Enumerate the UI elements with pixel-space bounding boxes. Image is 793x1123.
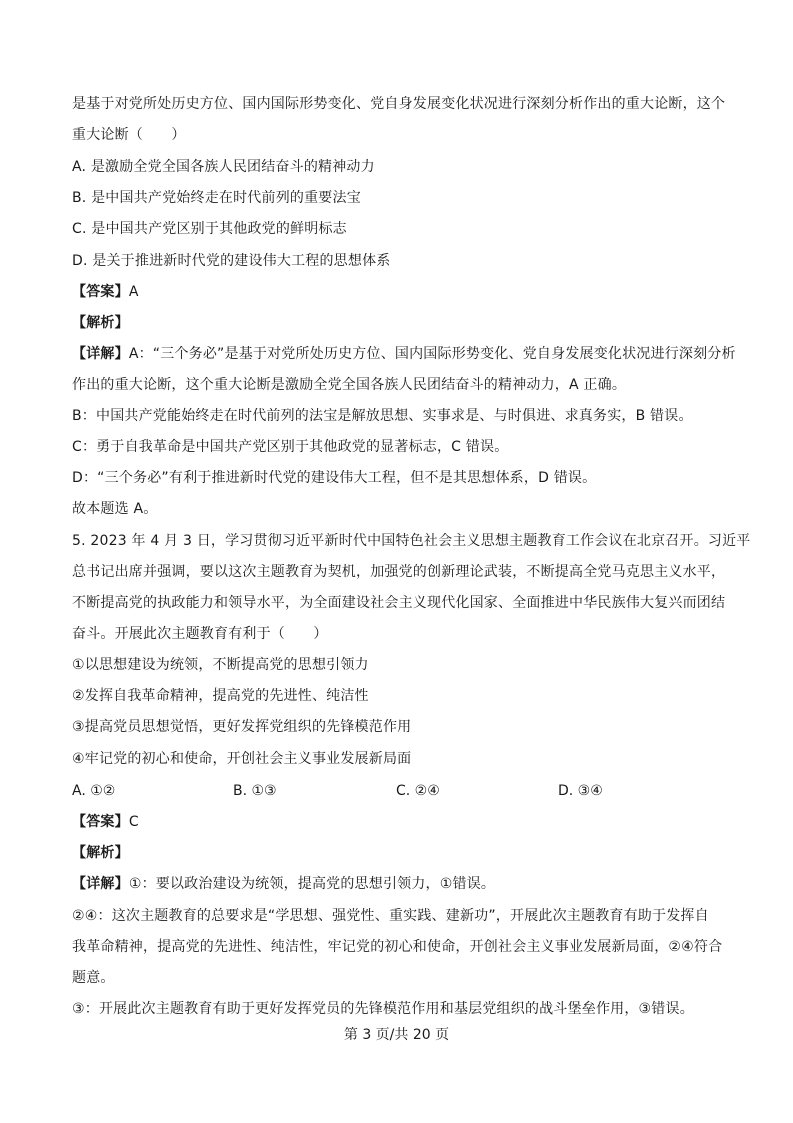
q5-item-4: ④牢记党的初心和使命，开创社会主义事业发展新局面 <box>72 751 412 767</box>
detail-tag: 【详解】 <box>72 346 129 362</box>
q4-option-c: C. 是中国共产党区别于其他政党的鲜明标志 <box>72 221 347 237</box>
q5-detail-line-4: 题意。 <box>72 970 115 986</box>
q5-item-3: ③提高党员思想觉悟，更好发挥党组织的先锋模范作用 <box>72 719 412 735</box>
q5-choice-c: C. ②④ <box>396 783 440 799</box>
q5-stem-line-3: 不断提高党的执政能力和领导水平，为全面建设社会主义现代化国家、全面推进中华民族伟大复兴而团结 <box>72 595 726 611</box>
q4-detail-line-1 <box>72 344 736 364</box>
q5-detail-line-2: ②④：这次主题教育的总要求是“学思想、强党性、重实践、建新功”，开展此次主题教育有助于发挥自 <box>72 908 709 924</box>
q5-item-2: ②发挥自我革命精神，提高党的先进性、纯洁性 <box>72 688 369 704</box>
q4-conclusion: 故本题选 A。 <box>72 501 158 517</box>
q5-choice-d: D. ③④ <box>558 783 603 799</box>
q5-stem-line-2: 总书记出席并强调，要以这次主题教育为契机，加强党的创新理论武装，不断提高全党马克思主义水平， <box>72 564 726 580</box>
q5-stem-line-4: 奋斗。开展此次主题教育有利于（ ） <box>72 626 328 642</box>
page-footer: 第 3 页/共 20 页 <box>343 1027 450 1043</box>
q4-detail-c: C：勇于自我革命是中国共产党区别于其他政党的显著标志，C 错误。 <box>72 439 509 455</box>
q4-option-b: B. 是中国共产党始终走在时代前列的重要法宝 <box>72 190 361 206</box>
detail-text: A：“三个务必”是基于对党所处历史方位、国内国际形势变化、党自身发展变化状况进行深刻分析 <box>128 346 736 362</box>
q5-analysis-tag: 【解析】 <box>72 845 129 861</box>
q4-detail-line-2: 作出的重大论断，这个重大论断是激励全党全国各族人民团结奋斗的精神动力，A 正确。 <box>72 377 627 393</box>
q5-item-1: ①以思想建设为统领，不断提高党的思想引领力 <box>72 657 369 673</box>
q4-analysis-tag: 【解析】 <box>72 315 129 331</box>
q5-answer <box>72 812 139 832</box>
answer-tag: 【答案】 <box>72 284 129 300</box>
q4-option-d: D. 是关于推进新时代党的建设伟大工程的思想体系 <box>72 253 391 269</box>
q5-detail-line-3: 我革命精神，提高党的先进性、纯洁性，牢记党的初心和使命，开创社会主义事业发展新局面，②④符合 <box>72 939 723 955</box>
q5-choice-b: B. ①③ <box>233 783 277 799</box>
q5-detail-line-5: ③：开展此次主题教育有助于更好发挥党员的先锋模范作用和基层党组织的战斗堡垒作用，③错误。 <box>72 1001 694 1017</box>
answer-value: C <box>128 814 139 830</box>
detail-tag: 【详解】 <box>72 876 129 892</box>
q4-detail-b: B：中国共产党能始终走在时代前列的法宝是解放思想、实事求是、与时俱进、求真务实，B 错误。 <box>72 408 693 424</box>
q4-option-a: A. 是激励全党全国各族人民团结奋斗的精神动力 <box>72 159 375 175</box>
q5-detail-line-1 <box>72 874 495 894</box>
answer-value: A <box>128 284 139 300</box>
q5-stem-line-1: 5. 2023 年 4 月 3 日，学习贯彻习近平新时代中国特色社会主义思想主题教育工作会议在北京召开。习近平 <box>72 533 751 549</box>
q4-stem-line-2: 重大论断（ ） <box>72 127 186 143</box>
q4-answer <box>72 282 139 302</box>
q4-stem-line-1: 是基于对党所处历史方位、国内国际形势变化、党自身发展变化状况进行深刻分析作出的重大论断，这个 <box>72 96 726 112</box>
q5-choice-a: A. ①② <box>72 783 116 799</box>
q4-detail-d: D：“三个务必”有利于推进新时代党的建设伟大工程，但不是其思想体系，D 错误。 <box>72 470 597 486</box>
answer-tag: 【答案】 <box>72 814 129 830</box>
detail-text: ①：要以政治建设为统领，提高党的思想引领力，①错误。 <box>128 876 496 892</box>
